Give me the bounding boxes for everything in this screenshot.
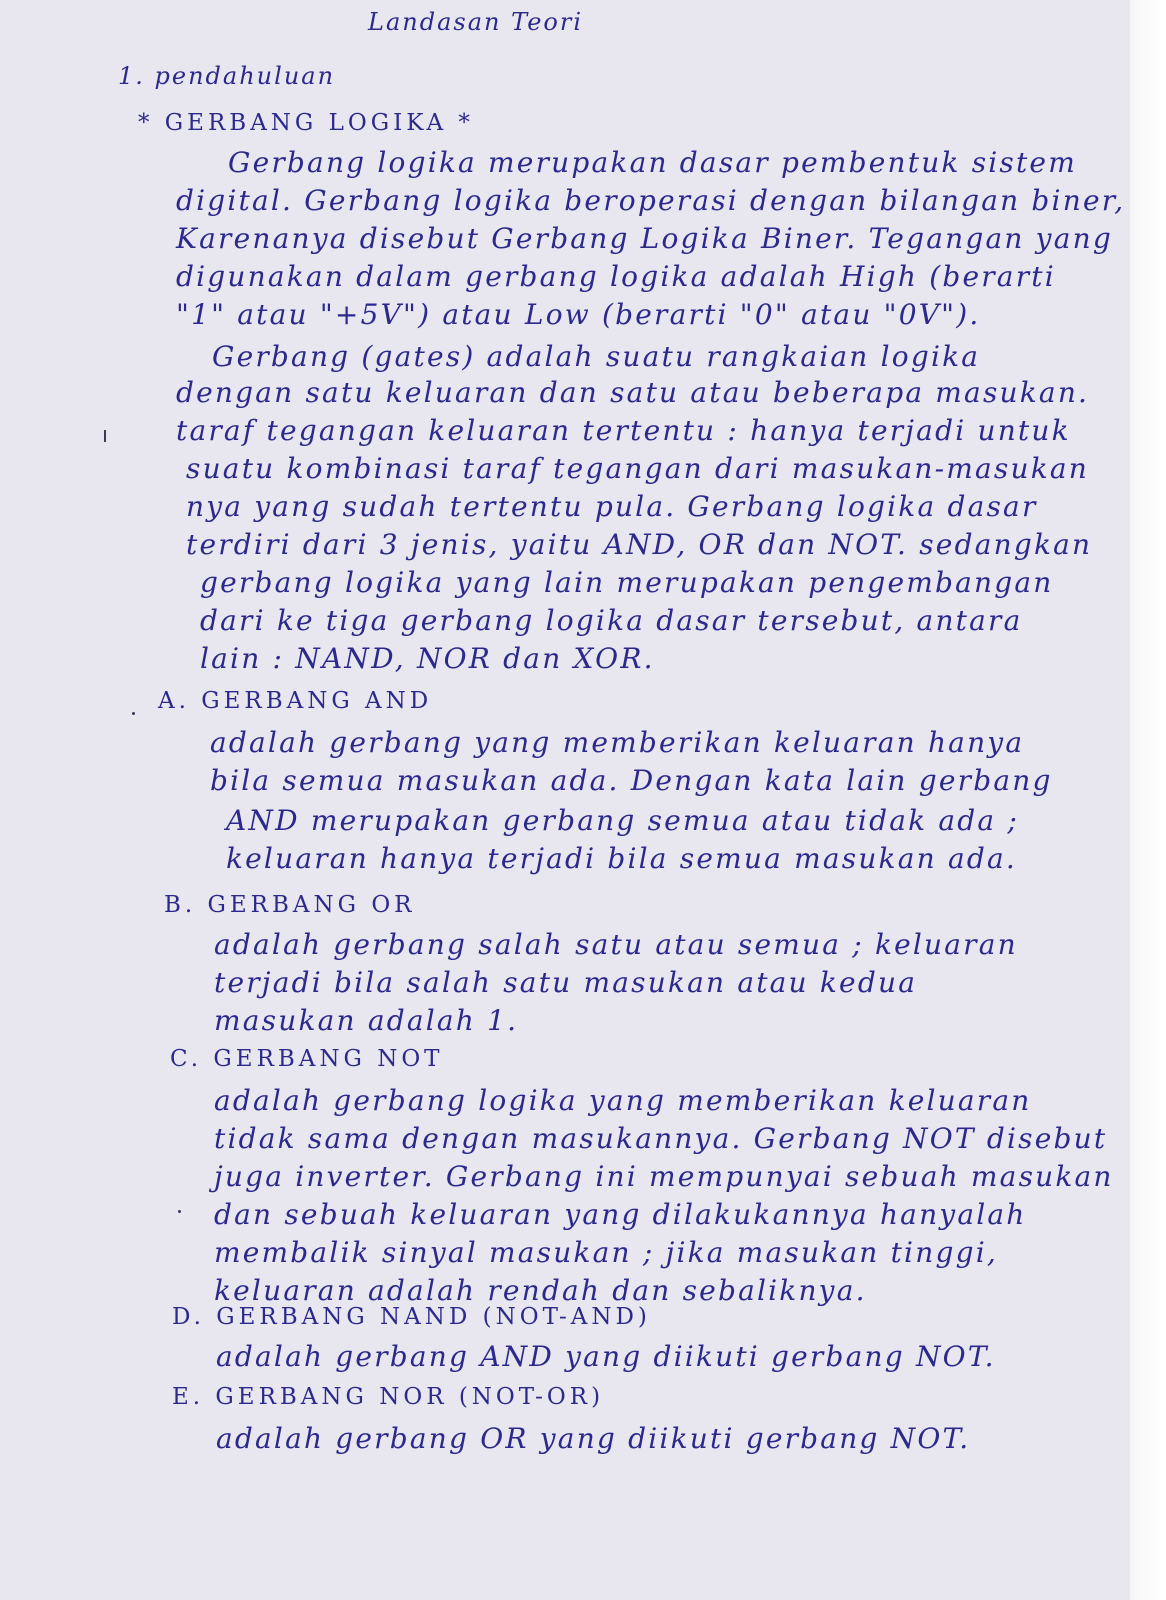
gate-line: adalah gerbang AND yang diikuti gerbang NOT. (216, 1340, 996, 1373)
gate-line: bila semua masukan ada. Dengan kata lain gerbang (210, 764, 1053, 797)
gate-heading-nor: E. GERBANG NOR (NOT-OR) (172, 1384, 605, 1410)
scan-edge (1130, 0, 1166, 1600)
paragraph-line: digunakan dalam gerbang logika adalah High (berarti (176, 260, 1056, 293)
gate-line: AND merupakan gerbang semua atau tidak ada ; (226, 804, 1019, 837)
gate-line: keluaran hanya terjadi bila semua masukan ada. (226, 842, 1017, 875)
paragraph-line: suatu kombinasi taraf tegangan dari masukan-masukan (186, 452, 1089, 485)
paragraph-line: dari ke tiga gerbang logika dasar tersebut, antara (200, 604, 1023, 637)
gate-line: juga inverter. Gerbang ini mempunyai sebuah masukan (214, 1160, 1114, 1193)
topic-heading: * GERBANG LOGIKA * (138, 110, 474, 136)
gate-heading-and: A. GERBANG AND (158, 688, 433, 714)
scan-mark (104, 430, 106, 442)
paragraph-line: terdiri dari 3 jenis, yaitu AND, OR dan NOT. sedangkan (186, 528, 1093, 561)
gate-heading-nand: D. GERBANG NAND (NOT-AND) (172, 1304, 651, 1330)
gate-line: keluaran adalah rendah dan sebaliknya. (214, 1274, 867, 1307)
section-heading: 1. pendahuluan (118, 62, 336, 90)
gate-line: adalah gerbang yang memberikan keluaran hanya (210, 726, 1025, 759)
paragraph-line: dengan satu keluaran dan satu atau beberapa masukan. (176, 376, 1090, 409)
gate-line: dan sebuah keluaran yang dilakukannya hanyalah (214, 1198, 1027, 1231)
gate-line: adalah gerbang salah satu atau semua ; keluaran (214, 928, 1018, 961)
gate-heading-not: C. GERBANG NOT (170, 1046, 444, 1072)
gate-line: terjadi bila salah satu masukan atau kedua (214, 966, 918, 999)
paragraph-line: lain : NAND, NOR dan XOR. (200, 642, 655, 675)
gate-line: tidak sama dengan masukannya. Gerbang NOT disebut (214, 1122, 1108, 1155)
gate-heading-or: B. GERBANG OR (164, 892, 416, 918)
gate-line: adalah gerbang OR yang diikuti gerbang NOT. (216, 1422, 971, 1455)
paragraph-line: digital. Gerbang logika beroperasi dengan bilangan biner, (176, 184, 1126, 217)
paragraph-line: Gerbang (gates) adalah suatu rangkaian logika (212, 340, 981, 373)
paragraph-line: Gerbang logika merupakan dasar pembentuk sistem (228, 146, 1077, 179)
gate-line: adalah gerbang logika yang memberikan keluaran (214, 1084, 1032, 1117)
scan-mark (178, 1210, 181, 1213)
gate-line: masukan adalah 1. (214, 1004, 519, 1037)
paragraph-line: gerbang logika yang lain merupakan pengembangan (200, 566, 1054, 599)
page-title: Landasan Teori (368, 8, 584, 36)
gate-line: membalik sinyal masukan ; jika masukan tinggi, (214, 1236, 998, 1269)
paragraph-line: Karenanya disebut Gerbang Logika Biner. Tegangan yang (176, 222, 1113, 255)
scan-mark (132, 712, 135, 715)
paragraph-line: "1" atau "+5V") atau Low (berarti "0" atau "0V"). (176, 298, 981, 331)
paragraph-line: taraf tegangan keluaran tertentu : hanya terjadi untuk (176, 414, 1071, 447)
paragraph-line: nya yang sudah tertentu pula. Gerbang logika dasar (186, 490, 1038, 523)
